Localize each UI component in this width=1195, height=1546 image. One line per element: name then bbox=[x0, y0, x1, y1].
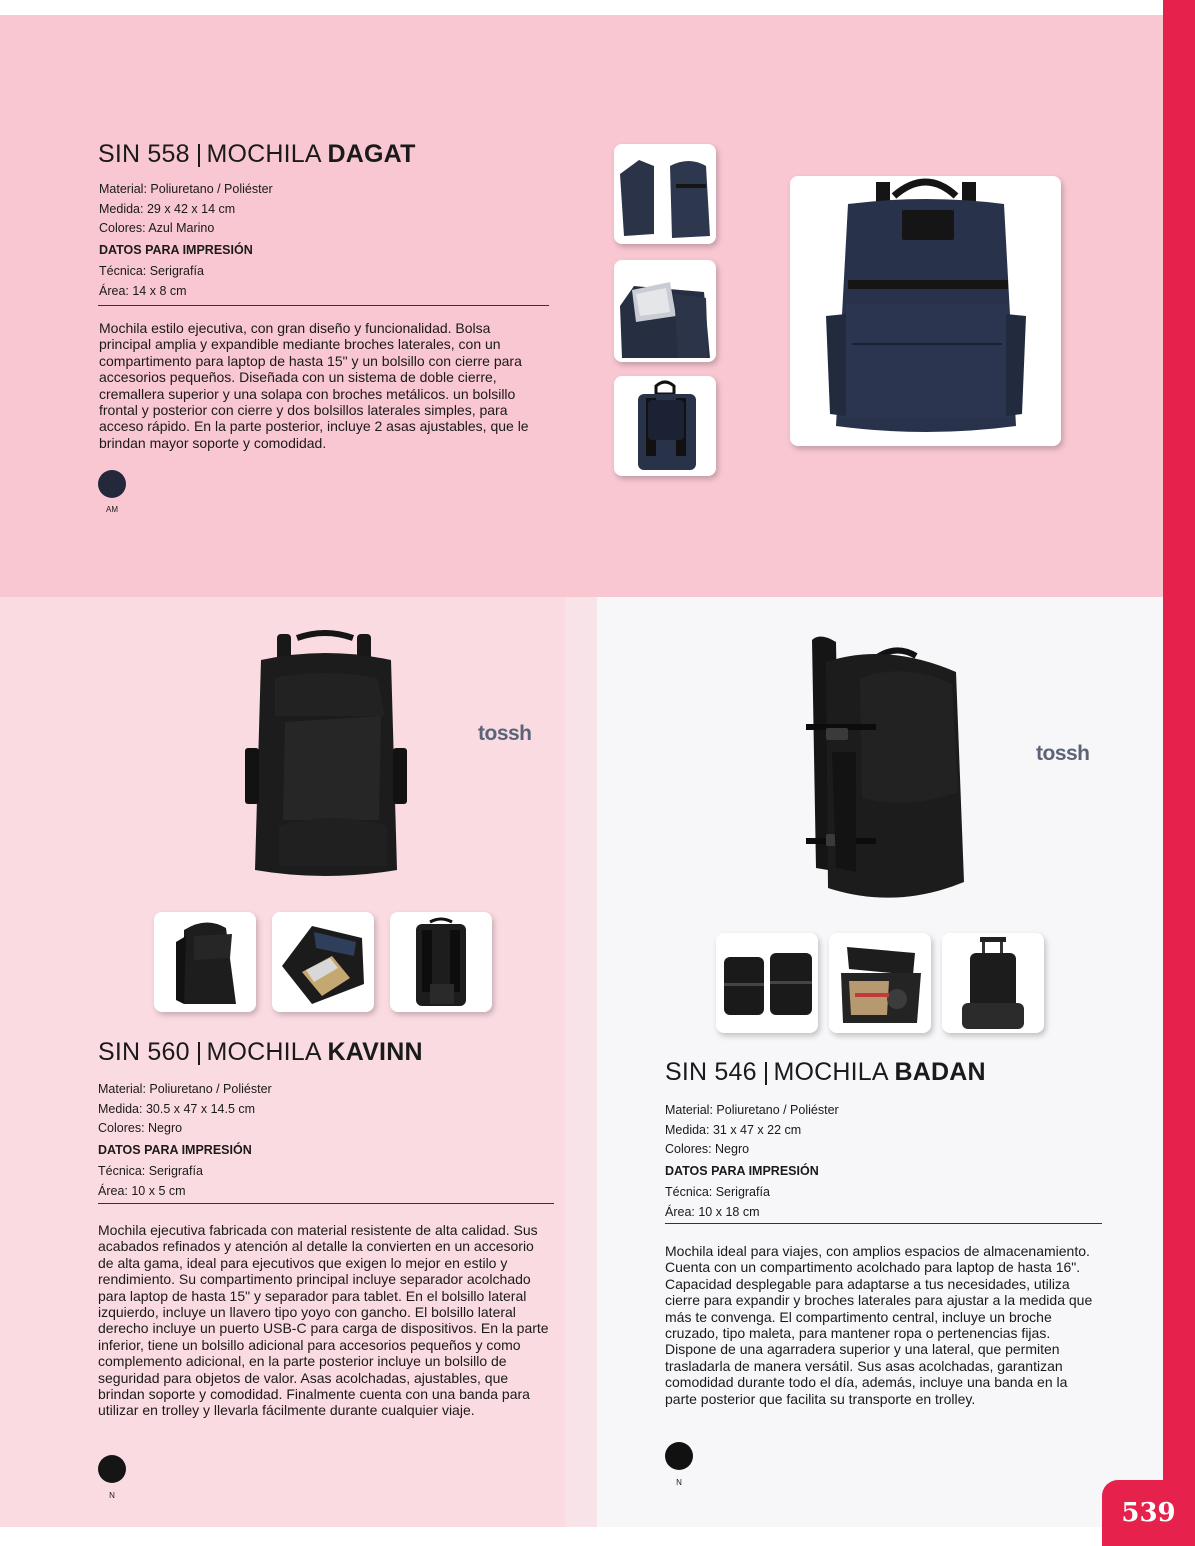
backpack-back-image bbox=[614, 376, 716, 476]
title-separator: | bbox=[195, 1038, 203, 1066]
product-description: Mochila ideal para viajes, con amplios espacios de almacenamiento. Cuenta con un compartimento acolchado para laptop de hasta 16". Capacidad desplegable para adaptarse a tus necesidades, utiliza cierre para expandir y broches laterales para ajustar a la medida que más te convenga. El compartimento central, incluye un broche cruzado, tipo maleta, para mantener ropa o pertenencias fijas. Dispone de una agarradera superior y una lateral, que permiten trasladarla de manera versátil. Sus asas acolchadas, garantizan comodidad durante todo el día, además, incluye una banda en la parte posterior que facilita su transporte en trolley. bbox=[665, 1243, 1093, 1407]
spec-technique: Técnica: Serigrafía bbox=[665, 1185, 770, 1199]
backpack-open-image bbox=[272, 912, 374, 1012]
brand-logo-text: tossh bbox=[1036, 742, 1090, 765]
print-data-header: DATOS PARA IMPRESIÓN bbox=[98, 1142, 252, 1157]
backpack-side-image bbox=[154, 912, 256, 1012]
product-thumbnail[interactable] bbox=[390, 912, 492, 1012]
backpack-expanded-image bbox=[716, 933, 818, 1033]
spec-colors: Colores: Negro bbox=[98, 1121, 183, 1135]
product-thumbnail[interactable] bbox=[614, 260, 716, 362]
divider-rule bbox=[98, 305, 549, 306]
product-title bbox=[98, 1038, 423, 1067]
product-specs bbox=[98, 1080, 554, 1201]
backpack-dagat-image bbox=[790, 176, 1061, 446]
spec-technique: Técnica: Serigrafía bbox=[98, 1164, 203, 1178]
spec-technique: Técnica: Serigrafía bbox=[99, 264, 204, 278]
spec-area: Área: 10 x 18 cm bbox=[665, 1204, 760, 1219]
brand-logo bbox=[1036, 742, 1090, 766]
product-main-image[interactable] bbox=[790, 176, 1061, 446]
spec-material: Material: Poliuretano / Poliéster bbox=[99, 182, 273, 196]
print-data-header: DATOS PARA IMPRESIÓN bbox=[665, 1163, 819, 1178]
swatch-label: N bbox=[109, 1491, 115, 1500]
title-separator: | bbox=[195, 140, 203, 168]
product-description: Mochila ejecutiva fabricada con material resistente de alta calidad. Sus acabados refinados y atención al detalle la convierten en un accesorio de alta gama, ideal para ejecutivos que exigen lo mejor en estilo y rendimiento. Su compartimento principal incluye separador acolchado para laptop de hasta 15" y separador para tablet. En el bolsillo lateral izquierdo, incluye un llavero tipo yoyo con gancho. El bolsillo lateral derecho incluye un puerto USB-C para carga de dispositivos. En la parte inferior, tiene un bolsillo adicional para accesorios pequeños y como complemento adicional, en la parte posterior incluye un bolsillo de seguridad para objetos de valor. Asas acolchadas, ajustables, que brindan soporte y comodidad. Finalmente cuenta con una banda para utilizar en trolley y llevarla fácilmente durante cualquier viaje. bbox=[98, 1222, 549, 1419]
spec-colors: Colores: Negro bbox=[665, 1142, 750, 1156]
product-name: BADAN bbox=[894, 1058, 986, 1086]
panel-divider bbox=[565, 597, 597, 1527]
product-title bbox=[665, 1058, 986, 1087]
swatch-label: N bbox=[676, 1478, 682, 1487]
product-main-image[interactable] bbox=[796, 632, 972, 910]
product-specs bbox=[99, 180, 549, 301]
product-code: SIN 560 bbox=[98, 1038, 190, 1066]
product-code: SIN 558 bbox=[98, 140, 190, 168]
page-number: 539 bbox=[1102, 1480, 1195, 1546]
backpack-badan-image bbox=[796, 632, 972, 910]
side-accent-bar bbox=[1163, 0, 1195, 1546]
product-name: KAVINN bbox=[327, 1038, 423, 1066]
color-swatch[interactable] bbox=[98, 470, 126, 498]
product-thumbnail[interactable] bbox=[614, 376, 716, 476]
backpack-kavinn-image bbox=[237, 630, 413, 885]
product-thumbnail[interactable] bbox=[829, 933, 931, 1033]
color-swatch[interactable] bbox=[98, 1455, 126, 1483]
spec-size: Medida: 29 x 42 x 14 cm bbox=[99, 201, 236, 216]
product-thumbnail[interactable] bbox=[154, 912, 256, 1012]
print-data-header: DATOS PARA IMPRESIÓN bbox=[99, 242, 253, 257]
spec-colors: Colores: Azul Marino bbox=[99, 221, 215, 235]
divider-rule bbox=[98, 1203, 554, 1204]
product-type: MOCHILA bbox=[206, 1038, 321, 1066]
product-code: SIN 546 bbox=[665, 1058, 757, 1086]
brand-logo-text: tossh bbox=[478, 722, 532, 745]
product-name: DAGAT bbox=[327, 140, 416, 168]
spec-material: Material: Poliuretano / Poliéster bbox=[665, 1103, 839, 1117]
spec-material: Material: Poliuretano / Poliéster bbox=[98, 1082, 272, 1096]
spec-area: Área: 10 x 5 cm bbox=[98, 1183, 186, 1198]
backpack-open-image bbox=[829, 933, 931, 1033]
spec-size: Medida: 30.5 x 47 x 14.5 cm bbox=[98, 1101, 256, 1116]
title-separator: | bbox=[762, 1058, 770, 1086]
backpack-side-image bbox=[614, 144, 716, 244]
product-description: Mochila estilo ejecutiva, con gran diseño y funcionalidad. Bolsa principal amplia y expandible mediante broches laterales, con un compartimento para laptop de hasta 15" y un bolsillo con cierre para accesorios pequeños. Diseñada con un sistema de doble cierre, cremallera superior y una solapa con broches metálicos. un bolsillo frontal y posterior con cierre y dos bolsillos laterales simples, para acceso rápido. En la parte posterior, incluye 2 asas ajustables, que le brindan mayor soporte y comodidad. bbox=[99, 320, 529, 451]
backpack-trolley-image bbox=[942, 933, 1044, 1033]
spec-size: Medida: 31 x 47 x 22 cm bbox=[665, 1122, 802, 1137]
product-thumbnail[interactable] bbox=[716, 933, 818, 1033]
product-specs bbox=[665, 1101, 1102, 1222]
brand-logo bbox=[478, 722, 532, 746]
product-thumbnail[interactable] bbox=[614, 144, 716, 244]
backpack-back-image bbox=[390, 912, 492, 1012]
product-main-image[interactable] bbox=[237, 630, 413, 885]
swatch-label: AM bbox=[106, 505, 118, 514]
product-title bbox=[98, 140, 416, 169]
color-swatch[interactable] bbox=[665, 1442, 693, 1470]
product-thumbnail[interactable] bbox=[272, 912, 374, 1012]
product-thumbnail[interactable] bbox=[942, 933, 1044, 1033]
spec-area: Área: 14 x 8 cm bbox=[99, 283, 187, 298]
divider-rule bbox=[665, 1223, 1102, 1224]
backpack-open-image bbox=[614, 260, 716, 362]
product-type: MOCHILA bbox=[773, 1058, 888, 1086]
product-type: MOCHILA bbox=[206, 140, 321, 168]
